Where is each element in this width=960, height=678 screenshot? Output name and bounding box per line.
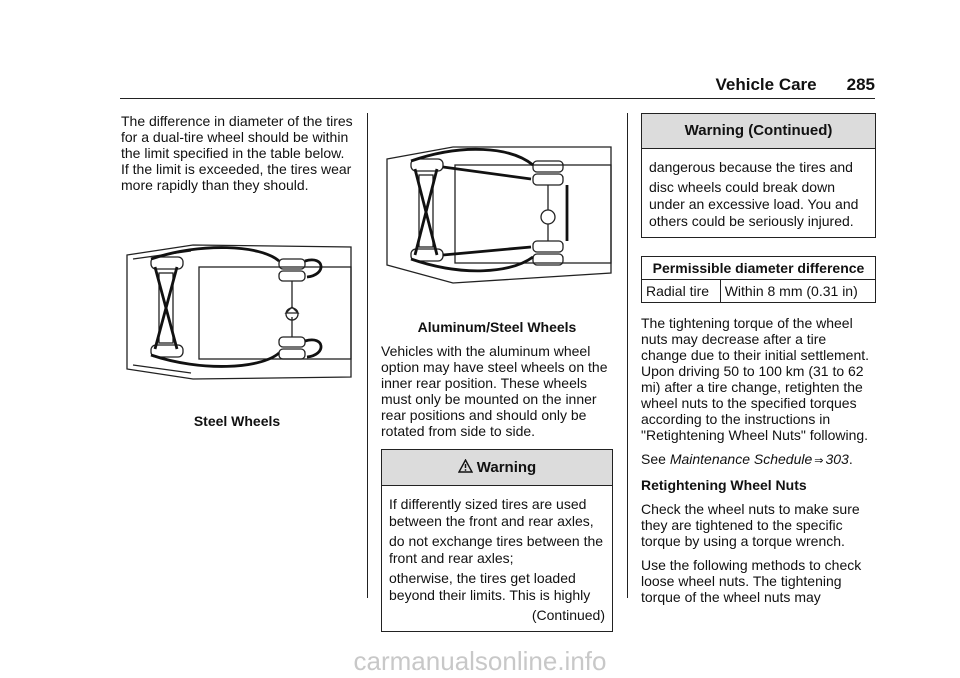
header-rule	[120, 98, 875, 99]
column-3	[641, 113, 876, 613]
warning-continued-body	[642, 149, 875, 237]
torque-paragraph: The tightening torque of the wheel nuts may decrease after a tire change due to their initial settlement. Upon driving 50 to 100 km (31 to 62 mi) after a tire change, retighten the wheel nuts to the specified torques according to the instructions in "Retightening Wheel Nuts" following.	[641, 315, 870, 443]
page-reference[interactable]: 303	[825, 451, 849, 467]
maintenance-schedule-link[interactable]: Maintenance Schedule	[669, 451, 813, 467]
warning-continued-box	[641, 113, 876, 238]
warning-body	[382, 486, 612, 631]
watermark: carmanualsonline.info	[353, 646, 607, 676]
aluminum-steel-wheels-diagram	[381, 137, 613, 287]
warning-triangle-icon	[458, 459, 473, 473]
column-1	[121, 113, 353, 437]
warning-header	[382, 450, 612, 486]
warning-line: dangerous because the tires and	[649, 159, 853, 175]
warning-line: otherwise, the tires get loaded beyond their limits. This is highly	[389, 570, 591, 603]
check-paragraph: Check the wheel nuts to make sure they are tightened to the specific torque by using a torque wrench.	[641, 501, 860, 549]
warning-line: If differently sized tires are used between the front and rear axles,	[389, 496, 594, 529]
aluminum-steel-wheels-caption: Aluminum/Steel Wheels	[417, 319, 577, 335]
page-ref-arrow-icon: ⇒	[814, 455, 824, 467]
warning-box	[381, 449, 613, 632]
warning-continued: (Continued)	[531, 607, 605, 623]
retightening-heading: Retightening Wheel Nuts	[641, 477, 807, 493]
page-header	[716, 75, 876, 95]
steel-wheels-diagram	[121, 237, 353, 387]
column-2	[381, 113, 613, 632]
diameter-table-header: Permissible diameter difference	[642, 257, 876, 280]
steel-wheels-caption: Steel Wheels	[193, 413, 281, 429]
warning-continued-header: Warning (Continued)	[642, 114, 875, 149]
warning-line: disc wheels could break down under an excessive load. You and others could be seriously injured.	[649, 179, 859, 229]
page-number: 285	[846, 75, 875, 94]
methods-paragraph: Use the following methods to check loose wheel nuts. The tightening torque of the wheel nuts may	[641, 557, 862, 605]
table-cell-tire: Radial tire	[642, 280, 721, 303]
warning-line: do not exchange tires between the front and rear axles;	[389, 533, 604, 566]
table-cell-limit: Within 8 mm (0.31 in)	[720, 280, 875, 303]
section-title: Vehicle Care	[715, 75, 817, 94]
see-prefix: See	[641, 451, 670, 467]
column-divider-1	[367, 113, 368, 598]
diameter-table	[641, 256, 876, 303]
column-divider-2	[627, 113, 628, 598]
aluminum-wheel-paragraph: Vehicles with the aluminum wheel option may have steel wheels on the inner rear position. These wheels must only be mounted on the inner rear positions and should only be rotated from side to side.	[381, 343, 608, 439]
warning-title: Warning	[476, 459, 537, 476]
see-reference	[641, 451, 876, 469]
dual-tire-paragraph: The difference in diameter of the tires for a dual-tire wheel should be within the limit specified in the table below. If the limit is exceeded, the tires wear more rapidly than they should.	[121, 113, 353, 193]
see-suffix: .	[848, 451, 853, 467]
